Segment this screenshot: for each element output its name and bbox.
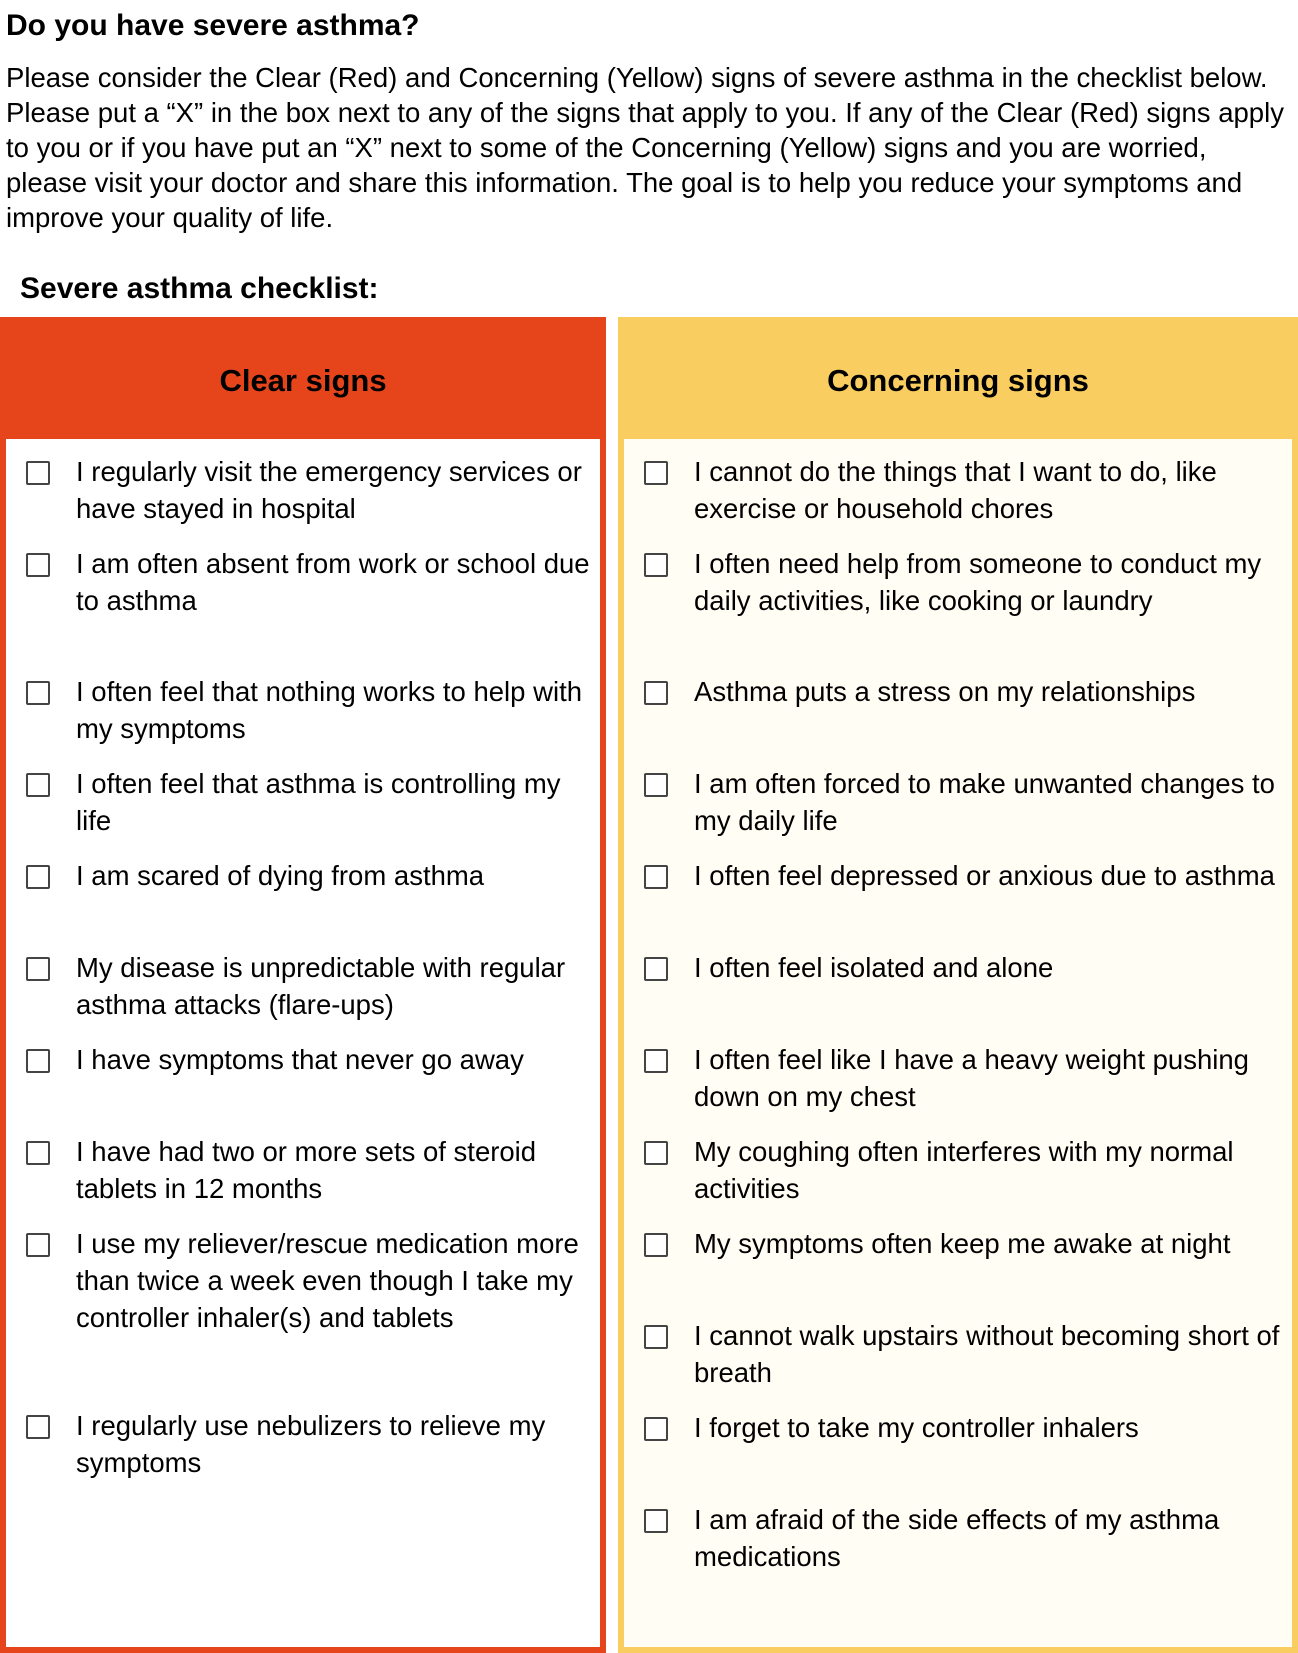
checkbox[interactable] (644, 681, 668, 705)
checkbox[interactable] (26, 865, 50, 889)
checkbox[interactable] (26, 1233, 50, 1257)
checklist-item-label: I often feel like I have a heavy weight pushing down on my chest (694, 1044, 1249, 1112)
checklist-item (20, 1405, 592, 1497)
checklist-item-label: I have had two or more sets of steroid tablets in 12 months (76, 1136, 537, 1204)
checkbox[interactable] (644, 1049, 668, 1073)
checklist-item (638, 1407, 1284, 1499)
checklist-item (638, 947, 1284, 1039)
checklist-item-label: I often feel depressed or anxious due to asthma (694, 860, 1275, 891)
checklist-item (20, 451, 592, 543)
checklist-item-label: I regularly visit the emergency services or have stayed in hospital (76, 456, 582, 524)
page-title: Do you have severe asthma? (6, 9, 420, 42)
checklist-item-label: I am afraid of the side effects of my asthma medications (694, 1504, 1220, 1572)
checklist-item (638, 671, 1284, 763)
checklist-item-label: My symptoms often keep me awake at night (694, 1228, 1231, 1259)
checklist-item (20, 671, 592, 763)
checklist-item-label: I have symptoms that never go away (76, 1044, 524, 1075)
checkbox[interactable] (26, 553, 50, 577)
checkbox[interactable] (26, 1141, 50, 1165)
checklist-item (638, 1039, 1284, 1131)
checkbox[interactable] (644, 773, 668, 797)
checklist-item-label: I regularly use nebulizers to relieve my symptoms (76, 1410, 546, 1478)
checkbox[interactable] (26, 773, 50, 797)
checklist-item-label: My coughing often interferes with my normal activities (694, 1136, 1234, 1204)
intro-paragraph: Please consider the Clear (Red) and Concerning (Yellow) signs of severe asthma in the checklist below. Please put a “X” in the box next to any of the signs that apply to you. If any of the Clear (Red) signs apply to you or if you have put an “X” next to some of the Concerning (Yellow) signs and you are worried, please visit your doctor and share this information. The goal is to help you reduce your symptoms and improve your quality of life. (6, 62, 1284, 233)
concerning-signs-header: Concerning signs (624, 323, 1292, 439)
checklist-item (20, 543, 592, 671)
checklist-item (638, 543, 1284, 671)
checkbox[interactable] (644, 1233, 668, 1257)
checklist-item (638, 451, 1284, 543)
checklist-table (0, 317, 1298, 1653)
checklist-item (638, 1223, 1284, 1315)
checklist-item (20, 947, 592, 1039)
checkbox[interactable] (26, 1415, 50, 1439)
checkbox[interactable] (644, 461, 668, 485)
checklist-item-label: I am scared of dying from asthma (76, 860, 485, 891)
checklist-item (638, 1499, 1284, 1591)
checklist-item (638, 763, 1284, 855)
checklist-item (20, 1039, 592, 1131)
checklist-item-label: I often feel that asthma is controlling my life (76, 768, 561, 836)
checklist-item-label: I cannot walk upstairs without becoming short of breath (694, 1320, 1280, 1388)
checkbox[interactable] (644, 865, 668, 889)
clear-signs-list (6, 439, 600, 1647)
clear-signs-header: Clear signs (6, 323, 600, 439)
checklist-item (638, 1315, 1284, 1407)
checkbox[interactable] (644, 1417, 668, 1441)
checklist-item (20, 855, 592, 947)
checklist-item-label: I forget to take my controller inhalers (694, 1412, 1139, 1443)
checkbox[interactable] (26, 681, 50, 705)
checklist-item-label: I am often forced to make unwanted changes to my daily life (694, 768, 1275, 836)
checklist-item-label: I use my reliever/rescue medication more than twice a week even though I take my controller inhaler(s) and tablets (76, 1228, 579, 1333)
checkbox[interactable] (26, 1049, 50, 1073)
concerning-signs-list (624, 439, 1292, 1647)
checkbox[interactable] (644, 1141, 668, 1165)
checkbox[interactable] (644, 553, 668, 577)
checkbox[interactable] (644, 957, 668, 981)
checklist-item-label: I often feel isolated and alone (694, 952, 1054, 983)
checklist-item (638, 1131, 1284, 1223)
checklist-item-label: Asthma puts a stress on my relationships (694, 676, 1196, 707)
checklist-item (638, 855, 1284, 947)
checklist-item-label: I cannot do the things that I want to do, like exercise or household chores (694, 456, 1217, 524)
checkbox[interactable] (26, 957, 50, 981)
checklist-item-label: My disease is unpredictable with regular asthma attacks (flare-ups) (76, 952, 566, 1020)
checkbox[interactable] (644, 1509, 668, 1533)
checklist-item-label: I often feel that nothing works to help with my symptoms (76, 676, 582, 744)
clear-signs-column (0, 317, 606, 1653)
checkbox[interactable] (644, 1325, 668, 1349)
checklist-item-label: I often need help from someone to conduct my daily activities, like cooking or laundry (694, 548, 1262, 616)
checklist-item (20, 1131, 592, 1223)
checklist-item-label: I am often absent from work or school due to asthma (76, 548, 590, 616)
concerning-signs-column (618, 317, 1298, 1653)
checklist-heading: Severe asthma checklist: (20, 272, 379, 305)
checklist-item (20, 763, 592, 855)
checklist-item (20, 1223, 592, 1405)
checkbox[interactable] (26, 461, 50, 485)
